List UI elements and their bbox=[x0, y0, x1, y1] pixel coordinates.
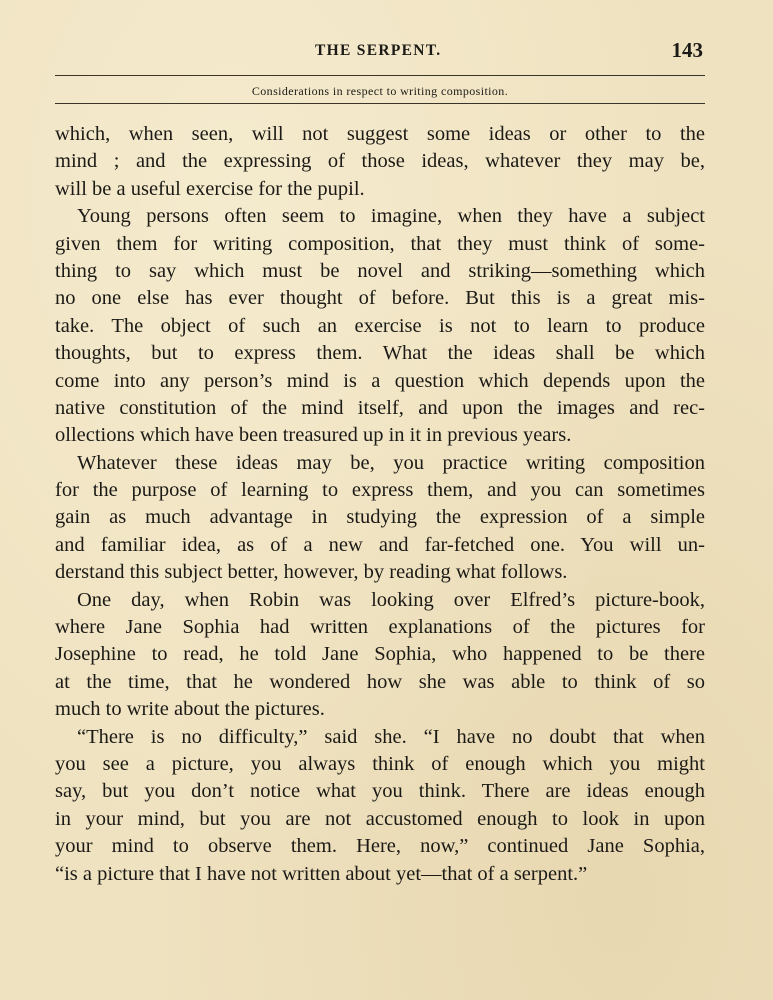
text-line: which, when seen, will not suggest some ideas or other to the bbox=[55, 123, 705, 145]
running-title: THE SERPENT. bbox=[315, 42, 442, 59]
text-line: thoughts, but to express them. What the ideas shall be which bbox=[55, 342, 705, 365]
text-line: will be a useful exercise for the pupil. bbox=[55, 177, 365, 200]
text-line: no one else has ever thought of before. But this is a great mis- bbox=[55, 287, 705, 310]
page-number: 143 bbox=[671, 38, 703, 62]
text-line: “There is no difficulty,” said she. “I have no doubt that when bbox=[77, 725, 705, 748]
body-text bbox=[55, 121, 705, 888]
text-line: in your mind, but you are not accustomed enough to look in upon bbox=[55, 807, 705, 830]
text-line: you see a picture, you always think of enough which you might bbox=[55, 752, 705, 775]
text-line: ollections which have been treasured up in it in previous years. bbox=[55, 424, 572, 447]
header-rule-bottom bbox=[55, 103, 705, 104]
text-line: where Jane Sophia had written explanations of the pictures for bbox=[55, 616, 705, 639]
text-line: Young persons often seem to imagine, when they have a subject bbox=[77, 205, 705, 228]
text-line: and familiar idea, as of a new and far-fetched one. You will un- bbox=[55, 533, 705, 556]
text-line: mind ; and the expressing of those ideas, whatever they may be, bbox=[55, 150, 705, 173]
text-line: for the purpose of learning to express them, and you can sometimes bbox=[55, 479, 705, 502]
text-line: native constitution of the mind itself, and upon the images and rec- bbox=[55, 396, 705, 419]
text-line: Josephine to read, he told Jane Sophia, who happened to be there bbox=[55, 643, 705, 666]
text-line: much to write about the pictures. bbox=[55, 698, 325, 721]
text-line: One day, when Robin was looking over Elfred’s picture-book, bbox=[77, 588, 705, 611]
text-line: gain as much advantage in studying the expression of a simple bbox=[55, 506, 705, 529]
header-rule-top bbox=[55, 75, 705, 76]
text-line: thing to say which must be novel and striking—something which bbox=[55, 259, 705, 282]
text-line: Whatever these ideas may be, you practice writing composition bbox=[77, 451, 705, 474]
text-line: derstand this subject better, however, by reading what follows. bbox=[55, 561, 568, 584]
text-line: your mind to observe them. Here, now,” continued Jane Sophia, bbox=[55, 835, 705, 858]
text-line: “is a picture that I have not written about yet—that of a serpent.” bbox=[55, 862, 588, 885]
text-line: come into any person’s mind is a question which depends upon the bbox=[55, 369, 705, 392]
running-head bbox=[55, 38, 705, 64]
subheading: Considerations in respect to writing composition. bbox=[251, 84, 509, 98]
text-line: given them for writing composition, that they must think of some- bbox=[55, 232, 705, 255]
text-line: take. The object of such an exercise is not to learn to produce bbox=[55, 314, 705, 337]
text-line: say, but you don’t notice what you think. There are ideas enough bbox=[55, 780, 705, 803]
text-line: at the time, that he wondered how she was able to think of so bbox=[55, 670, 705, 693]
